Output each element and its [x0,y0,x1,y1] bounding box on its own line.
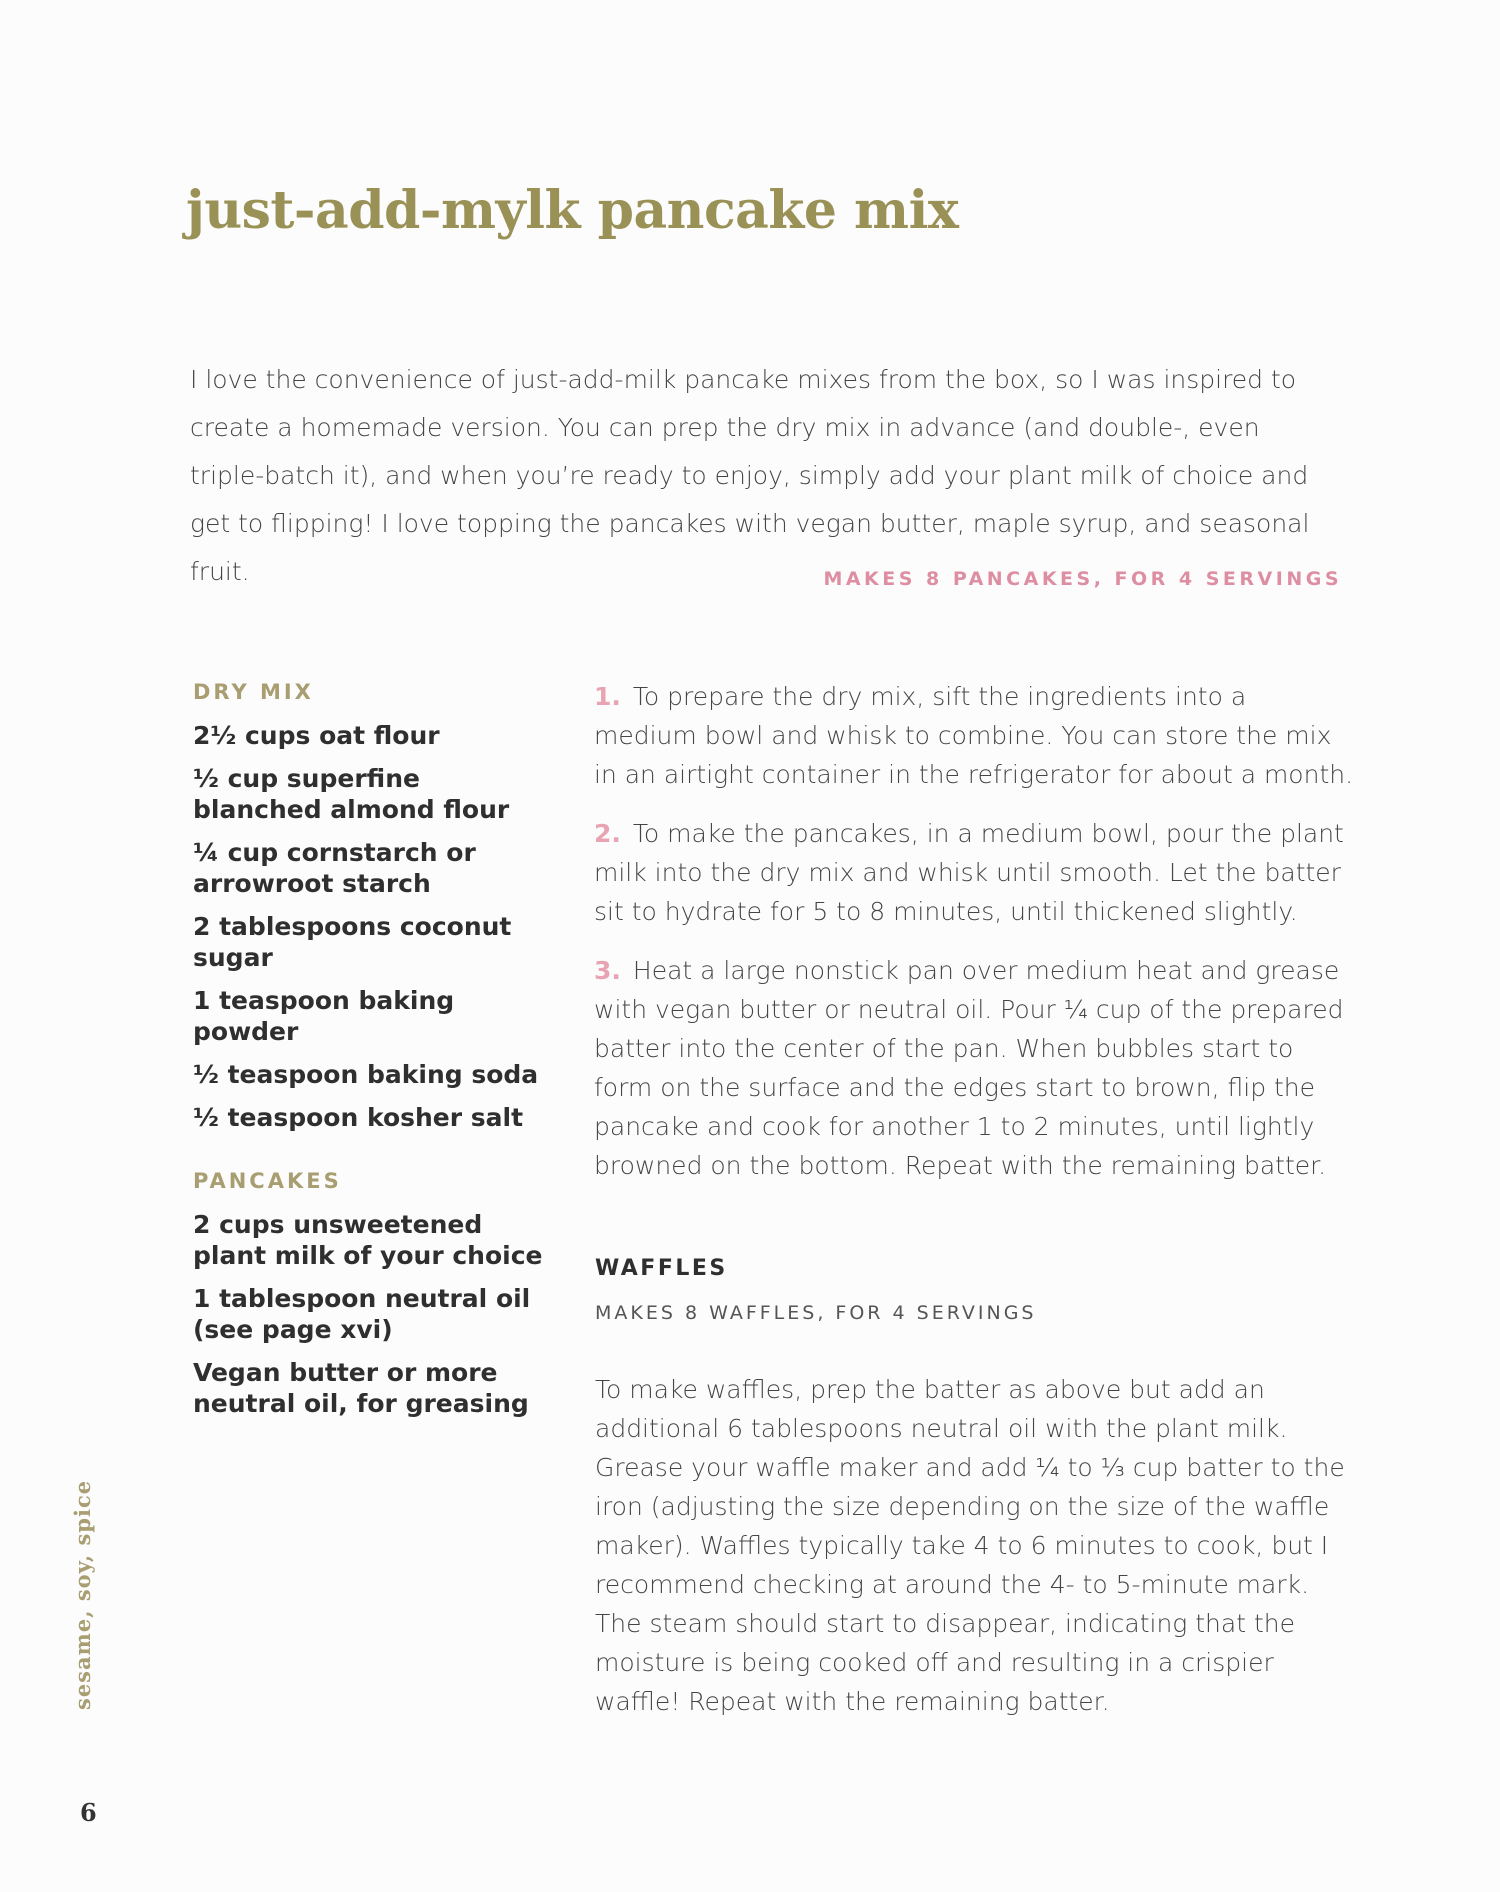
ingredient-item: 1 tablespoon neutral oil (see page xvi) [193,1284,531,1344]
step-text: To prepare the dry mix, sift the ingredients into a medium bowl and whisk to combine. You can store the mix in an airtight container in the refrigerator for about a month. [594,682,1354,789]
ingredient-item: 2 cups unsweetened plant milk of your choice [193,1210,543,1270]
method-step [594,814,1354,931]
step-text: Heat a large nonstick pan over medium heat and grease with vegan butter or neutral oil. Pour ¼ cup of the prepared batter into the center of the pan. When bubbles start to form on the surface and the edges start to brown, flip the pancake and cook for another 1 to 2 minutes, until lightly browned on the bottom. Repeat with the remaining batter. [594,956,1344,1180]
waffles-heading: WAFFLES [595,1256,728,1281]
pancakes-heading: PANCAKES [193,1169,342,1193]
ingredient-item: ½ teaspoon baking soda [193,1060,539,1089]
step-number: 3. [594,956,621,985]
recipe-intro: I love the convenience of just-add-milk pancake mixes from the box, so I was inspired to create a homemade version. You can prep the dry mix in advance (and double-, even triple-batch it), and when you’re ready to enjoy, simply add your plant milk of choice and get to flipping! I love topping the pancakes with vegan butter, maple syrup, and seasonal fruit. [190,365,1310,586]
ingredients-column [193,680,553,1431]
page-number: 6 [80,1798,97,1827]
method-column [594,677,1354,1205]
ingredient-item: ½ teaspoon kosher salt [193,1103,524,1132]
dry-mix-heading: DRY MIX [193,680,314,704]
waffles-text: To make waffles, prep the batter as above but add an additional 6 tablespoons neutral oil with the plant milk. Grease your waffle maker and add ¼ to ⅓ cup batter to the iron (adjusting the size depending on the size of the waffle maker). Waffles typically take 4 to 6 minutes to cook, but I recommend checking at around the 4- to 5-minute mark. The steam should start to disappear, indicating that the moisture is being cooked off and resulting in a crispier waffle! Repeat with the remaining batter. [595,1375,1345,1716]
ingredient-item: Vegan butter or more neutral oil, for greasing [193,1358,529,1418]
running-head: sesame, soy, spice [70,1479,95,1710]
ingredient-item: 2 tablespoons coconut sugar [193,912,512,972]
method-step [594,677,1354,794]
recipe-title: just-add-mylk pancake mix [186,180,959,241]
step-text: To make the pancakes, in a medium bowl, pour the plant milk into the dry mix and whisk until smooth. Let the batter sit to hydrate for 5 to 8 minutes, until thickened slightly. [594,819,1344,926]
ingredient-item: 2½ cups oat flour [193,721,440,750]
waffles-yield: MAKES 8 WAFFLES, FOR 4 SERVINGS [595,1302,1037,1324]
ingredient-item: ½ cup superfine blanched almond flour [193,764,510,824]
method-step [594,951,1354,1185]
step-number: 2. [594,819,621,848]
step-number: 1. [594,682,621,711]
ingredient-item: 1 teaspoon baking powder [193,986,455,1046]
recipe-yield: MAKES 8 PANCAKES, FOR 4 SERVINGS [823,568,1342,590]
ingredient-item: ¼ cup cornstarch or arrowroot starch [193,838,476,898]
